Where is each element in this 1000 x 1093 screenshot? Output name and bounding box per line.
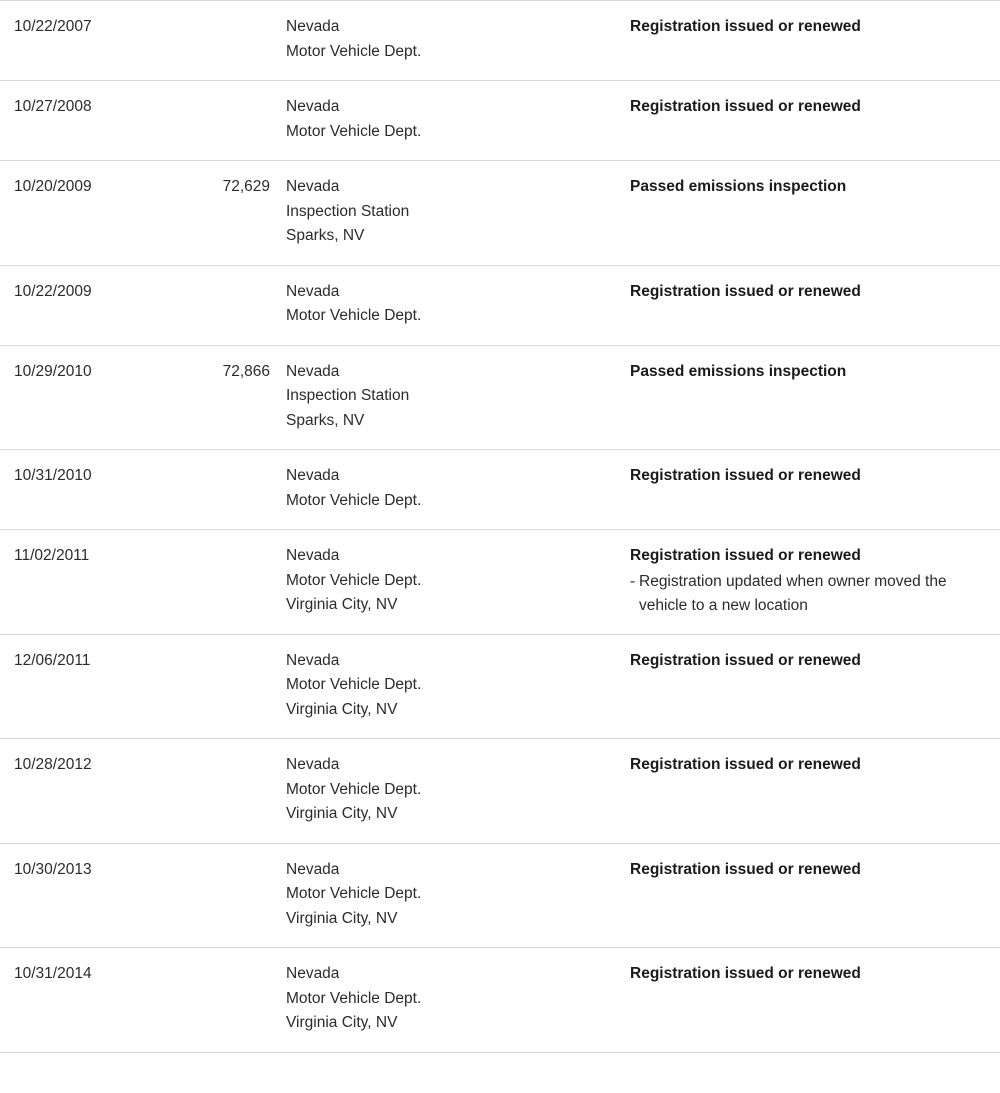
table-row — [0, 81, 1000, 161]
record-source-line: Motor Vehicle Dept. — [286, 989, 422, 1007]
record-source-line: Sparks, NV — [286, 227, 365, 244]
record-mileage — [160, 739, 280, 844]
record-event — [606, 161, 1000, 266]
record-source — [280, 739, 606, 844]
record-source — [280, 1, 606, 81]
record-mileage — [160, 843, 280, 948]
record-event — [606, 1, 1000, 81]
record-event — [606, 345, 1000, 450]
record-event — [606, 634, 1000, 739]
record-event-notes — [630, 570, 984, 618]
record-source-line: Motor Vehicle Dept. — [286, 122, 422, 140]
record-note-text: Registration updated when owner moved the vehicle to a new location — [639, 572, 947, 614]
table-row — [0, 345, 1000, 450]
vehicle-history-body — [0, 1, 1000, 1053]
record-date: 10/20/2009 — [14, 178, 92, 195]
record-mileage — [160, 948, 280, 1053]
record-mileage — [160, 81, 280, 161]
record-source-line: Nevada — [286, 178, 340, 195]
record-source-line: Motor Vehicle Dept. — [286, 491, 422, 509]
record-source — [280, 634, 606, 739]
record-mileage — [160, 450, 280, 530]
record-source-line: Motor Vehicle Dept. — [286, 780, 422, 798]
record-source — [280, 450, 606, 530]
record-event — [606, 530, 1000, 635]
record-source — [280, 530, 606, 635]
record-source — [280, 345, 606, 450]
record-date: 10/22/2009 — [14, 282, 92, 300]
record-source — [280, 948, 606, 1053]
record-event-title: Registration issued or renewed — [630, 860, 861, 878]
record-source — [280, 81, 606, 161]
record-source-line: Inspection Station — [286, 202, 410, 220]
record-mileage: 72,866 — [222, 362, 270, 380]
record-source-line: Sparks, NV — [286, 411, 365, 429]
record-source-line: Virginia City, NV — [286, 1014, 398, 1031]
record-event-title: Registration issued or renewed — [630, 651, 861, 669]
record-event-title: Passed emissions inspection — [630, 178, 847, 195]
record-source-line: Nevada — [286, 547, 340, 564]
record-source-line: Nevada — [286, 98, 340, 115]
record-event-title: Registration issued or renewed — [630, 965, 861, 982]
record-event-title: Registration issued or renewed — [630, 756, 861, 773]
record-note — [630, 570, 984, 618]
record-source-line: Nevada — [286, 282, 340, 300]
record-source-line: Motor Vehicle Dept. — [286, 307, 422, 324]
record-source-line: Nevada — [286, 467, 340, 484]
record-source — [280, 161, 606, 266]
table-row — [0, 530, 1000, 635]
record-event — [606, 265, 1000, 345]
record-source-line: Virginia City, NV — [286, 805, 398, 822]
record-event-title: Passed emissions inspection — [630, 362, 847, 380]
table-row — [0, 948, 1000, 1053]
record-date: 10/31/2010 — [14, 467, 92, 484]
record-date: 10/29/2010 — [14, 362, 92, 380]
record-mileage: 72,629 — [222, 178, 270, 195]
record-source — [280, 265, 606, 345]
record-mileage — [160, 1, 280, 81]
record-date: 10/30/2013 — [14, 860, 92, 878]
record-mileage — [160, 634, 280, 739]
record-source-line: Virginia City, NV — [286, 596, 398, 613]
record-source-line: Motor Vehicle Dept. — [286, 42, 422, 60]
record-event — [606, 739, 1000, 844]
record-mileage — [160, 530, 280, 635]
bullet-dash-icon: - — [630, 572, 636, 590]
record-date: 12/06/2011 — [14, 651, 91, 669]
record-event — [606, 450, 1000, 530]
record-source-line: Nevada — [286, 651, 340, 669]
record-source — [280, 843, 606, 948]
record-source-line: Motor Vehicle Dept. — [286, 676, 422, 693]
record-source-line: Virginia City, NV — [286, 700, 398, 718]
table-row — [0, 1, 1000, 81]
record-event-title: Registration issued or renewed — [630, 282, 861, 300]
table-row — [0, 843, 1000, 948]
record-event-title: Registration issued or renewed — [630, 467, 861, 484]
record-source-line: Nevada — [286, 362, 340, 380]
record-source-line: Inspection Station — [286, 387, 410, 404]
record-event — [606, 948, 1000, 1053]
table-row — [0, 161, 1000, 266]
record-source-line: Nevada — [286, 756, 340, 773]
record-date: 11/02/2011 — [14, 547, 90, 564]
record-source-line: Nevada — [286, 860, 340, 878]
record-date: 10/31/2014 — [14, 965, 92, 982]
record-date: 10/28/2012 — [14, 756, 92, 773]
record-source-line: Motor Vehicle Dept. — [286, 571, 422, 589]
table-row — [0, 634, 1000, 739]
record-date: 10/27/2008 — [14, 98, 92, 115]
record-event-title: Registration issued or renewed — [630, 18, 861, 35]
record-event — [606, 843, 1000, 948]
record-date: 10/22/2007 — [14, 18, 92, 35]
record-source-line: Nevada — [286, 18, 340, 35]
table-row — [0, 265, 1000, 345]
record-event — [606, 81, 1000, 161]
table-row — [0, 450, 1000, 530]
record-mileage — [160, 265, 280, 345]
record-source-line: Motor Vehicle Dept. — [286, 885, 422, 902]
record-event-title: Registration issued or renewed — [630, 547, 861, 564]
record-source-line: Nevada — [286, 965, 340, 982]
table-row — [0, 739, 1000, 844]
record-source-line: Virginia City, NV — [286, 909, 398, 927]
record-event-title: Registration issued or renewed — [630, 98, 861, 115]
